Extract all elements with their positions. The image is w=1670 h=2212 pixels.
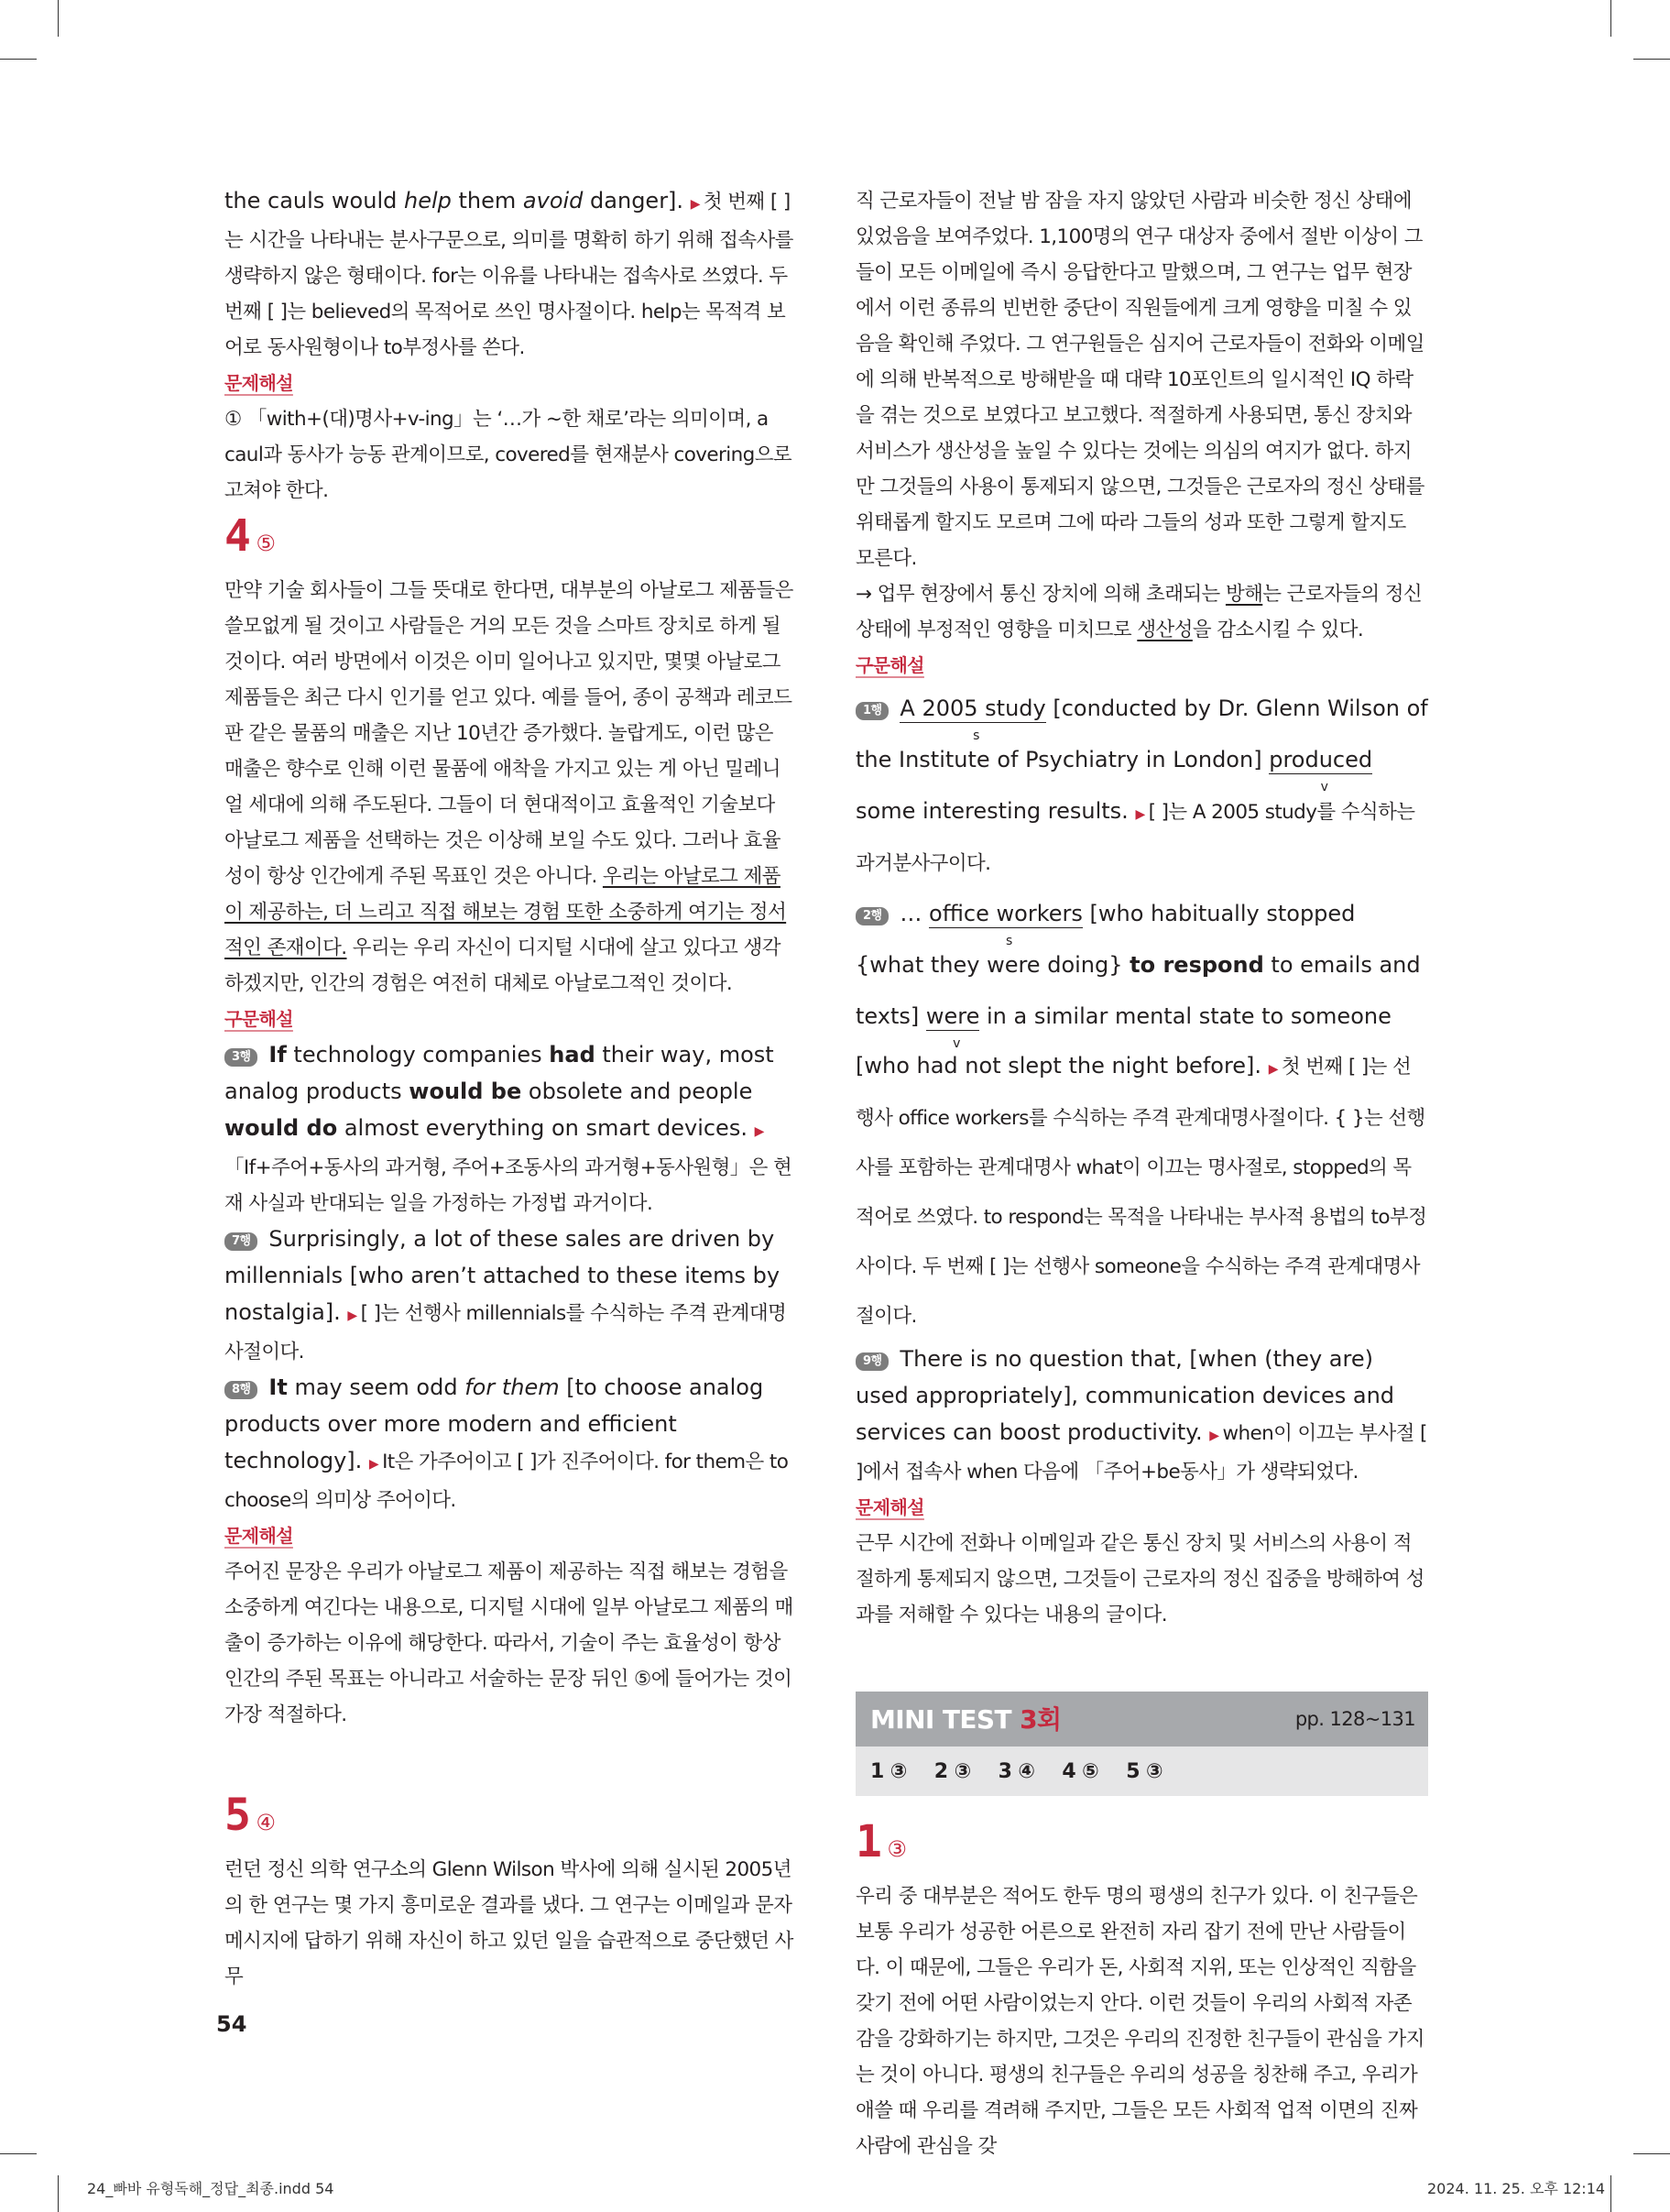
crop-mark bbox=[1610, 0, 1611, 37]
triangle-icon: ▶ bbox=[368, 1457, 379, 1472]
triangle-icon: ▶ bbox=[1209, 1429, 1219, 1443]
triangle-icon: ▶ bbox=[754, 1124, 764, 1139]
left-column bbox=[224, 183, 797, 1995]
mini-test-header: MINI TEST 3회 pp. 128~131 bbox=[856, 1692, 1428, 1747]
q5-translation-cont: 직 근로자들이 전날 밤 잠을 자지 않았던 사람과 비슷한 정신 상태에 있었음을 보여주었다. 1,100명의 연구 대상자 중에서 절반 이상이 그들이 모든 이메일에 즉시 응답한다고 말했으며, 그 연구는 업무 현장에서 이런 종류의 빈번한 중단이 직원들에게 크게 영향을 미칠 수 있음을 확인해 주었다. 그 연구원들은 심지어 근로자들이 전화와 이메일에 의해 반복적으로 방해받을 때 대략 10포인트의 일시적인 IQ 하락을 겪는 것으로 보였다고 보고했다. 적절하게 사용되면, 통신 장치와 서비스가 생산성을 높일 수 있다는 것에는 의심의 여지가 없다. 하지만 그것들의 사용이 통제되지 않으면, 그것들은 근로자의 정신 상태를 위태롭게 할지도 모르며 그에 따라 그들의 성과 또한 그렇게 할지도 모른다. bbox=[856, 190, 1424, 570]
verb-underline: were v bbox=[925, 1003, 980, 1051]
right-column bbox=[856, 183, 1428, 2164]
question-4-heading: 4 ⑤ bbox=[224, 510, 276, 562]
prev-syntax-end: the cauls would help them avoid danger]. ▶ 첫 번째 [ ]는 시간을 나타내는 분사구문으로, 의미를 명확히 하기 위해 접속사를 생략하지 않은 형태이다. for는 이유를 나타내는 접속사로 쓰였다. 두 번째 [ ]는 believed의 목적어로 쓰인 명사절이다. help는 목적격 보어로 동사원형이나 to부정사를 쓴다. bbox=[224, 188, 793, 359]
crop-mark bbox=[0, 59, 37, 60]
answer-item: 3 ④ bbox=[998, 1759, 1035, 1783]
question-5-heading: 5 ④ bbox=[224, 1790, 276, 1841]
triangle-icon: ▶ bbox=[690, 197, 700, 212]
q4-syntax-1: 3행 If technology companies had their way, most analog products would be obsolete and people would do almost everything on smart devices. ▶「If+주어+동사의 과거형, 주어+조동사의 과거형+동사원형」은 현재 사실과 반대되는 일을 가정하는 가정법 과거이다. bbox=[224, 1042, 792, 1215]
q4-solution: 주어진 문장은 우리가 아날로그 제품이 제공하는 직접 해보는 경험을 소중하게 여긴다는 내용으로, 디지털 시대에 일부 아날로그 제품의 매출이 증가하는 이유에 해당한다. 따라서, 기술이 주는 효율성이 항상 인간의 주된 목표는 아니라고 서술하는 문장 뒤인 ⑤에 들어가는 것이 가장 적절하다. bbox=[224, 1560, 793, 1726]
mini-test-answers bbox=[856, 1747, 1428, 1796]
crop-mark bbox=[58, 2175, 59, 2212]
line-badge: 9행 bbox=[856, 1352, 889, 1371]
label-solution: 문제해설 bbox=[224, 1525, 293, 1547]
crop-mark bbox=[58, 0, 59, 37]
label-syntax: 구문해설 bbox=[856, 654, 924, 676]
subject-underline: office workers s bbox=[929, 901, 1083, 948]
verb-underline: produced v bbox=[1269, 747, 1373, 794]
q5-syntax-3: 9행 There is no question that, [when (they are) used appropriately], communication devices and services can boost productivity. ▶ when이 이끄는 부사절 [ ]에서 접속사 when 다음에 「주어+be동사」가 생략되었다. bbox=[856, 1346, 1427, 1484]
q5-syntax-2: 2행 … office workers s [who habitually stopped {what they were doing} to respond to emails and texts] were v in a similar mental state to someone [who had not slept the night before]. ▶ 첫 번째 [ ]는 선행사 office workers를 수식하는 주격 관계대명사절이다. { }는 선행사를 포함하는 관계대명사 what이 이끄는 명사절로, stopped의 목적어로 쓰였다. to respond는 목적을 나타내는 부사적 용법의 to부정사이다. 두 번째 [ ]는 선행사 someone을 수식하는 주격 관계대명사절이다. bbox=[856, 901, 1427, 1328]
line-badge: 8행 bbox=[224, 1381, 257, 1399]
answer-item: 1 ③ bbox=[870, 1759, 907, 1783]
label-solution: 문제해설 bbox=[224, 372, 293, 394]
label-syntax: 구문해설 bbox=[224, 1008, 293, 1030]
q5-summary: → 업무 현장에서 통신 장치에 의해 초래되는 방해는 근로자들의 정신 상태에 부정적인 영향을 미치므로 생산성을 감소시킬 수 있다. bbox=[856, 583, 1423, 641]
answer-item: 5 ③ bbox=[1126, 1759, 1162, 1783]
subject-underline: A 2005 study s bbox=[900, 695, 1046, 743]
triangle-icon: ▶ bbox=[1268, 1062, 1278, 1077]
prev-solution: ① 「with+(대)명사+v-ing」는 ‘…가 ~한 채로’라는 의미이며, a caul과 동사가 능동 관계이므로, covered를 현재분사 covering으로 고쳐야 한다. bbox=[224, 408, 792, 502]
line-badge: 3행 bbox=[224, 1048, 257, 1067]
footer-date: 2024. 11. 25. 오후 12:14 bbox=[1427, 2180, 1606, 2197]
crop-mark bbox=[1633, 59, 1670, 60]
footer-filename: 24_빠바 유형독해_정답_최종.indd 54 bbox=[87, 2180, 334, 2197]
q4-syntax-3: 8행 It may seem odd for them [to choose analog products over more modern and efficient technology]. ▶ It은 가주어이고 [ ]가 진주어이다. for them은 to choose의 의미상 주어이다. bbox=[224, 1374, 789, 1512]
line-badge: 1행 bbox=[856, 702, 889, 720]
answer-item: 4 ⑤ bbox=[1062, 1759, 1099, 1783]
mini-test-box bbox=[856, 1692, 1428, 1796]
line-badge: 7행 bbox=[224, 1232, 257, 1251]
q4-syntax-2: 7행 Surprisingly, a lot of these sales are driven by millennials [who aren’t attached to these items by nostalgia]. ▶ [ ]는 선행사 millennials를 수식하는 주격 관계대명사절이다. bbox=[224, 1226, 787, 1363]
crop-mark bbox=[0, 2153, 37, 2154]
page-range: pp. 128~131 bbox=[1294, 1707, 1415, 1730]
q5-solution: 근무 시간에 전화나 이메일과 같은 통신 장치 및 서비스의 사용이 적절하게 통제되지 않으면, 그것들이 근로자의 정신 집중을 방해하여 성과를 저해할 수 있다는 내용의 글이다. bbox=[856, 1532, 1424, 1626]
crop-mark bbox=[1633, 2153, 1670, 2154]
question-1-heading: 1 ③ bbox=[856, 1816, 907, 1867]
q4-translation: 만약 기술 회사들이 그들 뜻대로 한다면, 대부분의 아날로그 제품들은 쓸모없게 될 것이고 사람들은 거의 모든 것을 스마트 장치로 하게 될 것이다. 여러 방면에서 이것은 이미 일어나고 있지만, 몇몇 아날로그 제품들은 최근 다시 인기를 얻고 있다. 예를 들어, 종이 공책과 레코드판 같은 물품의 매출은 지난 10년간 증가했다. 놀랍게도, 이런 많은 매출은 향수로 인해 이런 물품에 애착을 가지고 있는 게 아닌 밀레니얼 세대에 의해 주도된다. 그들이 더 현대적이고 효율적인 기술보다 아날로그 제품을 선택하는 것은 이상해 보일 수도 있다. 그러나 효율성이 항상 인간에게 주된 목표인 것은 아니다. 우리는 아날로그 제품이 제공하는, 더 느리고 직접 해보는 경험 또한 소중하게 여기는 정서적인 존재이다. 우리는 우리 자신이 디지털 시대에 살고 있다고 생각하겠지만, 인간의 경험은 여전히 대체로 아날로그적인 것이다. bbox=[224, 579, 793, 995]
page-number: 54 bbox=[216, 2011, 247, 2037]
line-badge: 2행 bbox=[856, 907, 889, 925]
triangle-icon: ▶ bbox=[347, 1309, 357, 1323]
q5-translation-start: 런던 정신 의학 연구소의 Glenn Wilson 박사에 의해 실시된 2005년의 한 연구는 몇 가지 흥미로운 결과를 냈다. 그 연구는 이메일과 문자 메시지에 답하기 위해 자신이 하고 있던 일을 습관적으로 중단했던 사무 bbox=[224, 1858, 793, 1988]
label-solution: 문제해설 bbox=[856, 1496, 924, 1518]
q5-syntax-1: 1행 A 2005 study s [conducted by Dr. Glenn Wilson of the Institute of Psychiatry in London] produced v some interesting results. ▶ [ ]는 A 2005 study를 수식하는 과거분사구이다. bbox=[856, 695, 1428, 875]
triangle-icon: ▶ bbox=[1135, 807, 1145, 822]
q1-translation: 우리 중 대부분은 적어도 한두 명의 평생의 친구가 있다. 이 친구들은 보통 우리가 성공한 어른으로 완전히 자리 잡기 전에 만난 사람들이다. 이 때문에, 그들은 우리가 돈, 사회적 지위, 또는 인상적인 직함을 갖기 전에 어떤 사람이었는지 안다. 이런 것들이 우리의 사회적 자존감을 강화하기는 하지만, 그것은 우리의 진정한 친구들이 관심을 가지는 것이 아니다. 평생의 친구들은 우리의 성공을 칭찬해 주고, 우리가 애쓸 때 우리를 격려해 주지만, 그들은 모든 사회적 업적 이면의 진짜 사람에 관심을 갖 bbox=[856, 1885, 1424, 2158]
answer-item: 2 ③ bbox=[933, 1759, 971, 1783]
crop-mark bbox=[1610, 2175, 1611, 2212]
